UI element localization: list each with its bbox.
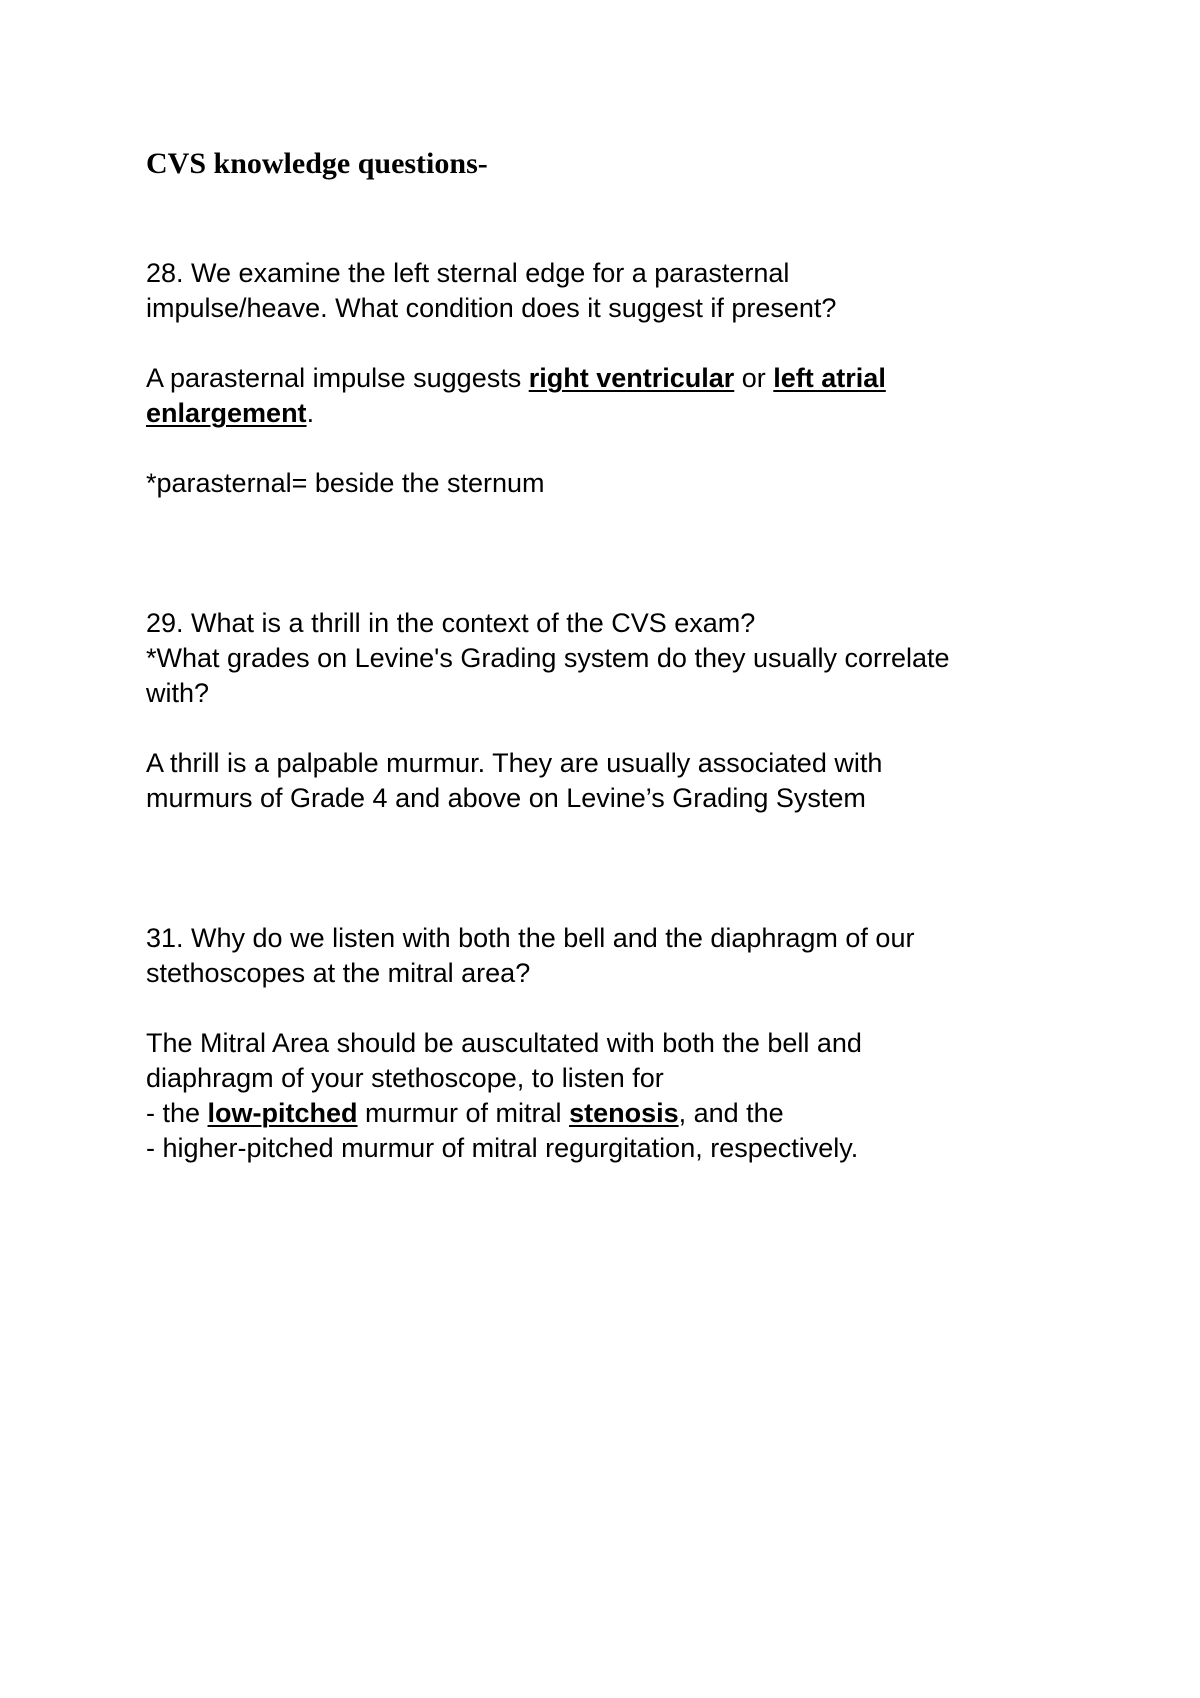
- answer-29: [146, 746, 1076, 816]
- question-31-line-1: 31. Why do we listen with both the bell and the diaphragm of our: [146, 923, 915, 953]
- question-31: [146, 921, 1076, 991]
- question-29-line-1: 29. What is a thrill in the context of the CVS exam?: [146, 608, 756, 638]
- answer-28-emph-right-ventricular: right ventricular: [528, 363, 735, 393]
- bullet-1-prefix: - the: [146, 1098, 208, 1128]
- answer-28: [146, 361, 1076, 431]
- bullet-1-end: , and the: [678, 1098, 784, 1128]
- answer-28-emph-left-atrial: left atrial: [773, 363, 886, 393]
- question-29-line-3: with?: [146, 678, 210, 708]
- question-28-line-2: impulse/heave. What condition does it suggest if present?: [146, 293, 837, 323]
- answer-28-line-1: [146, 361, 1076, 396]
- question-28: [146, 256, 1076, 326]
- question-29-line-2: *What grades on Levine's Grading system do they usually correlate: [146, 643, 950, 673]
- answer-31-line-2: diaphragm of your stethoscope, to listen for: [146, 1063, 664, 1093]
- bullet-1-mid: murmur of mitral: [357, 1098, 570, 1128]
- answer-28-emph-enlargement: enlargement: [146, 398, 307, 428]
- document-title: CVS knowledge questions-: [146, 147, 488, 180]
- answer-31-bullet-2: - higher-pitched murmur of mitral regurgitation, respectively.: [146, 1133, 859, 1163]
- answer-29-line-1: A thrill is a palpable murmur. They are usually associated with: [146, 748, 883, 778]
- bullet-1-emph-low-pitched: low-pitched: [207, 1098, 358, 1128]
- answer-28-end: .: [306, 398, 315, 428]
- answer-28-line-2: [146, 396, 1076, 431]
- question-29: [146, 606, 1076, 711]
- answer-28-mid: or: [734, 363, 774, 393]
- answer-29-line-2: murmurs of Grade 4 and above on Levine’s Grading System: [146, 783, 866, 813]
- answer-28-prefix: A parasternal impulse suggests: [146, 363, 529, 393]
- answer-31: [146, 1026, 1076, 1166]
- bullet-1-emph-stenosis: stenosis: [569, 1098, 679, 1128]
- note-28: *parasternal= beside the sternum: [146, 468, 545, 498]
- question-28-line-1: 28. We examine the left sternal edge for a parasternal: [146, 258, 790, 288]
- answer-31-line-1: The Mitral Area should be auscultated with both the bell and: [146, 1028, 862, 1058]
- question-31-line-2: stethoscopes at the mitral area?: [146, 958, 531, 988]
- answer-31-bullet-1: [146, 1096, 1076, 1131]
